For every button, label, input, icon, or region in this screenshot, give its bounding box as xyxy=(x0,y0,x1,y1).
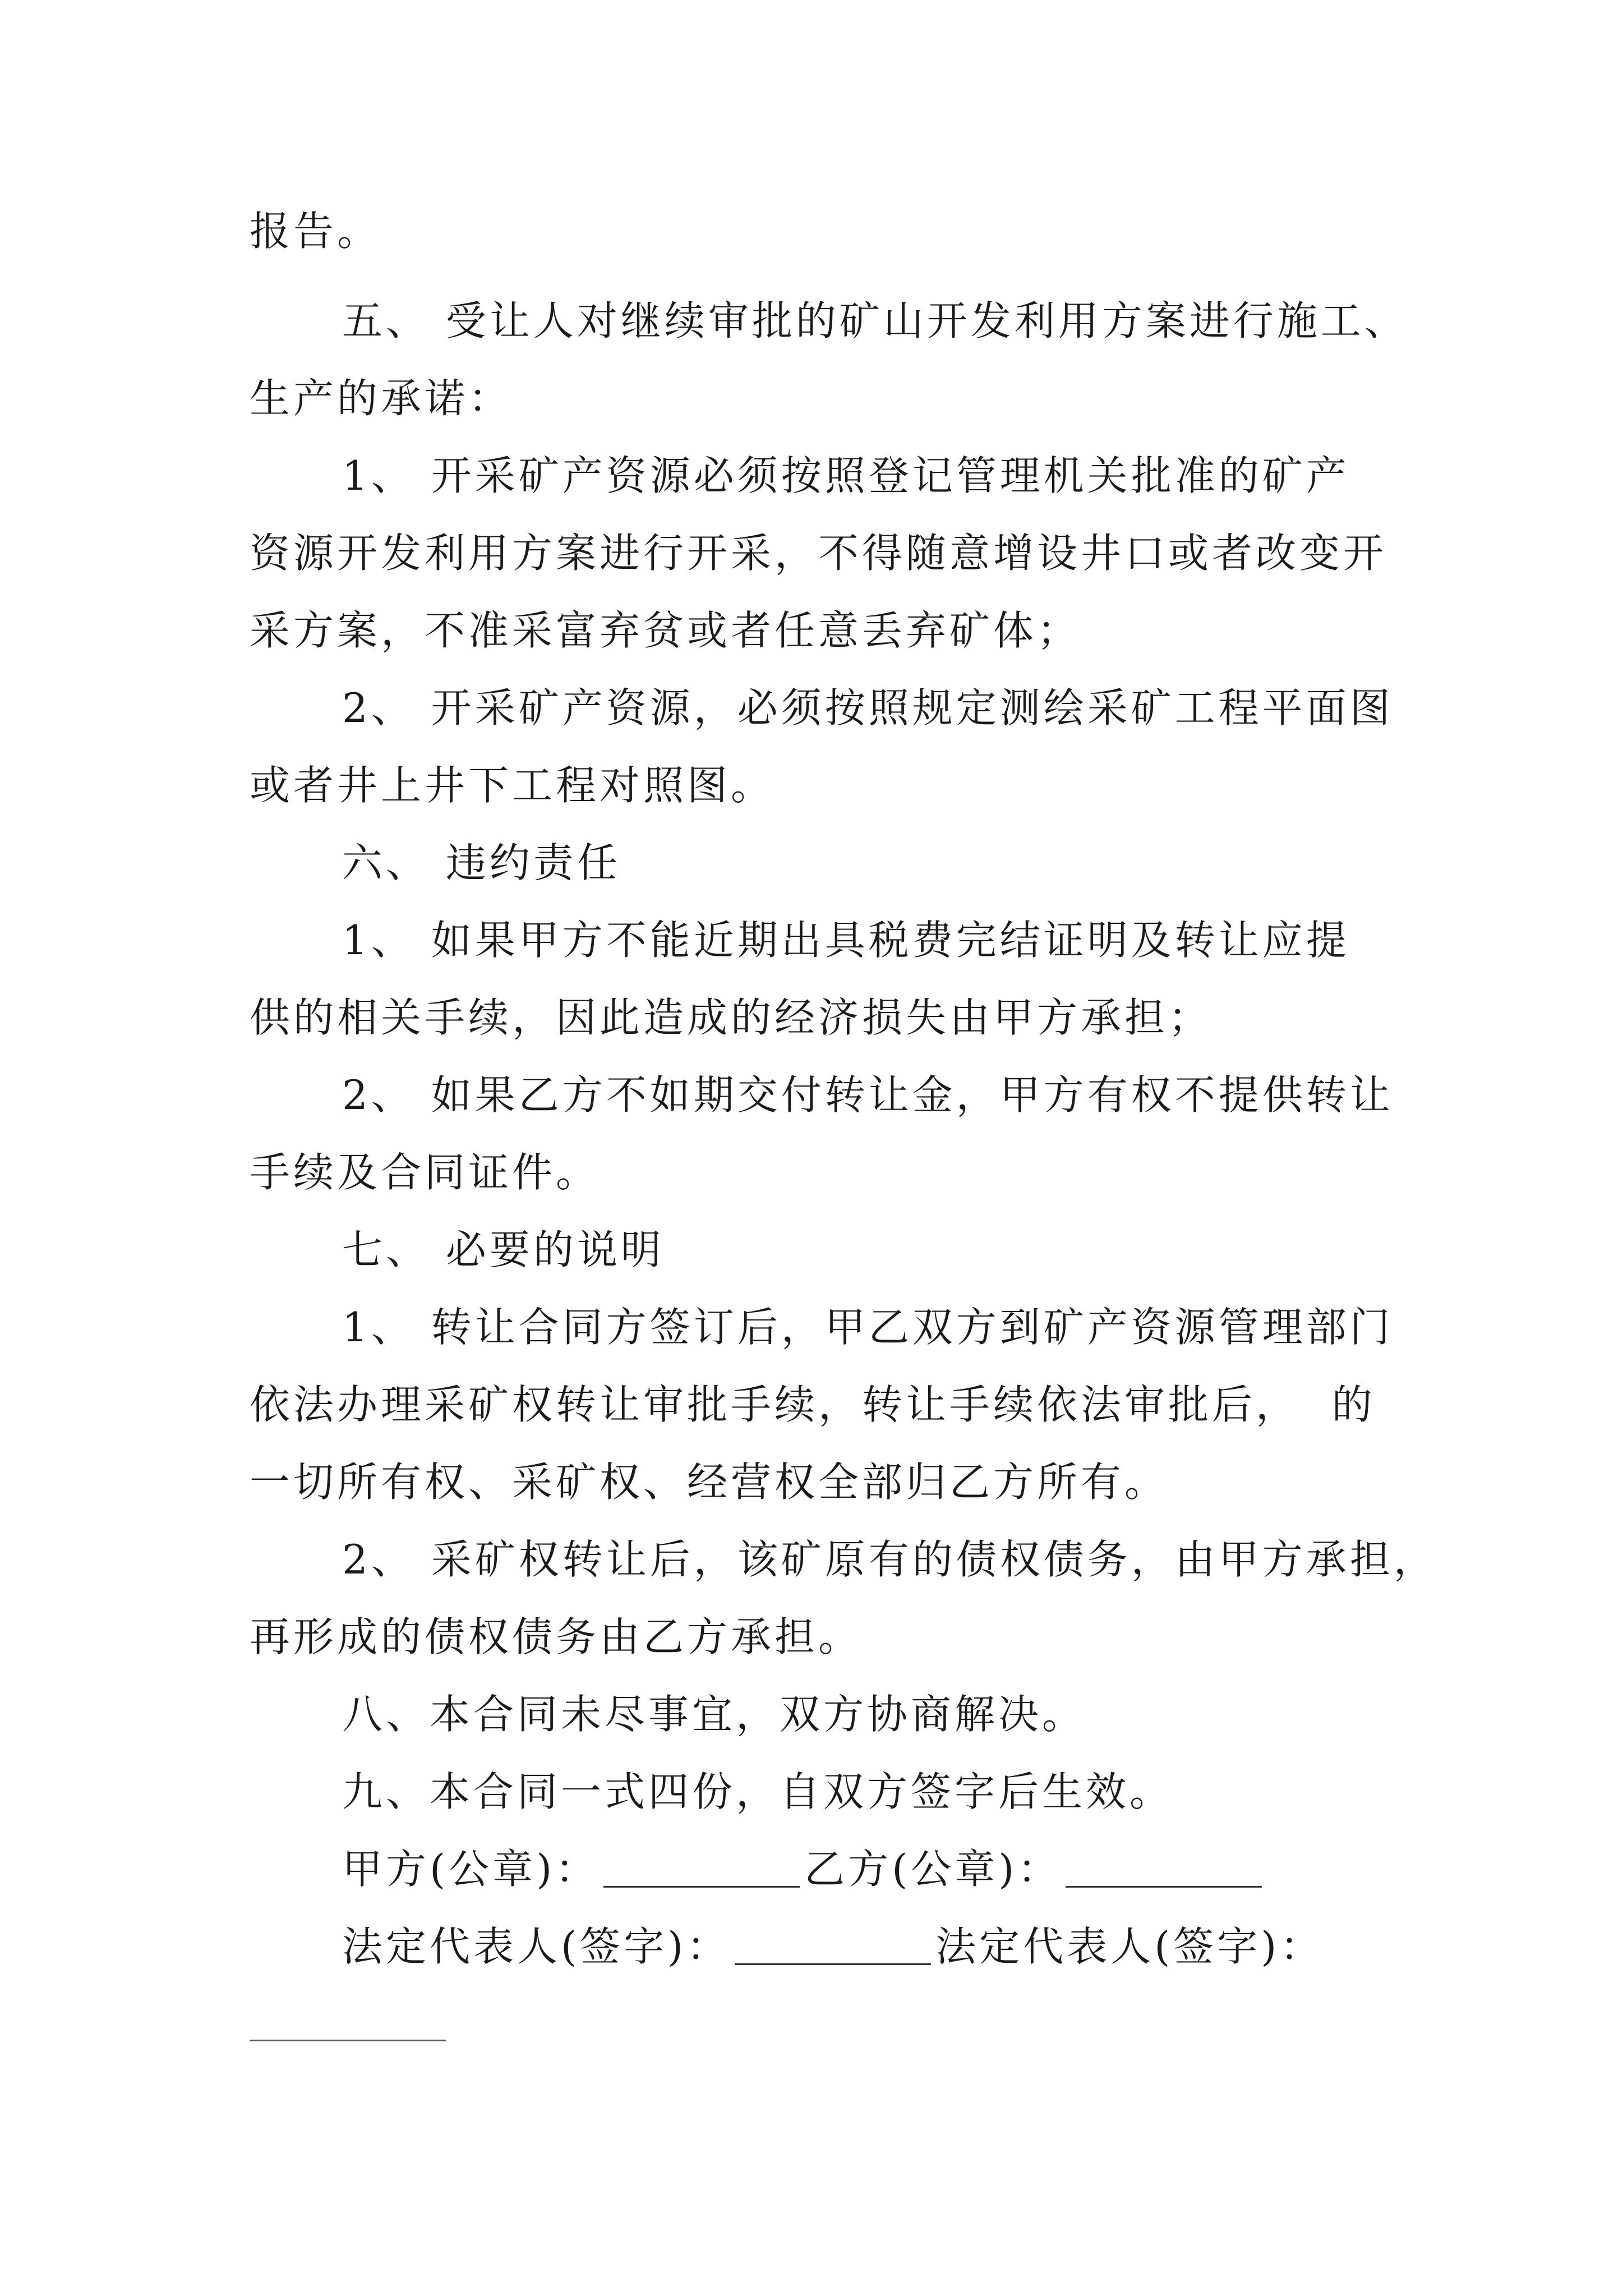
party-a-seal-label: 甲方(公章)： xyxy=(342,1846,600,1893)
text-line: 生产的承诺： xyxy=(250,375,513,422)
clause-item: 1、 开采矿产资源必须按照登记管理机关批准的矿产 xyxy=(342,452,1350,499)
clause-item: 2、 如果乙方不如期交付转让金，甲方有权不提供转让 xyxy=(342,1071,1394,1119)
text-line: 或者井上井下工程对照图。 xyxy=(250,762,775,809)
footnote-rule xyxy=(250,2040,446,2041)
signature-line-representative xyxy=(342,1918,1324,1975)
text-line: 资源开发利用方案进行开采，不得随意增设井口或者改变开 xyxy=(250,530,1387,577)
party-b-seal-blank xyxy=(1066,1847,1262,1888)
text-line: 再形成的债权债务由乙方承担。 xyxy=(250,1613,863,1660)
party-a-rep-blank xyxy=(735,1924,931,1965)
section-heading: 七、 必要的说明 xyxy=(342,1226,665,1273)
party-a-seal-blank xyxy=(603,1847,800,1888)
text-line: 手续及合同证件。 xyxy=(250,1149,600,1196)
section-heading: 五、 受让人对继续审批的矿山开发利用方案进行施工、 xyxy=(342,297,1408,344)
clause-item: 1、 如果甲方不能近期出具税费完结证明及转让应提 xyxy=(342,917,1350,964)
text-line: 供的相关手续，因此造成的经济损失由甲方承担； xyxy=(250,994,1212,1041)
section-heading: 八、本合同未尽事宜，双方协商解决。 xyxy=(342,1691,1086,1738)
clause-item: 1、 转让合同方签订后，甲乙双方到矿产资源管理部门 xyxy=(342,1304,1394,1351)
party-a-rep-label: 法定代表人(签字)： xyxy=(342,1923,731,1970)
signature-line-seal xyxy=(342,1841,1266,1897)
text-line: 报告。 xyxy=(250,208,381,255)
text-line: 采方案，不准采富弃贫或者任意丢弃矿体； xyxy=(250,607,1081,654)
section-heading: 六、 违约责任 xyxy=(342,839,621,886)
clause-item: 2、 开采矿产资源，必须按照规定测绘采矿工程平面图 xyxy=(342,684,1394,731)
party-b-rep-label: 法定代表人(签字)： xyxy=(935,1923,1324,1970)
party-b-seal-label: 乙方(公章)： xyxy=(804,1846,1062,1893)
clause-item: 2、 采矿权转让后，该矿原有的债权债务，由甲方承担， xyxy=(342,1536,1437,1583)
section-heading: 九、本合同一式四份，自双方签字后生效。 xyxy=(342,1768,1174,1815)
text-line: 一切所有权、采矿权、经营权全部归乙方所有。 xyxy=(250,1458,1169,1506)
text-line: 依法办理采矿权转让审批手续，转让手续依法审批后， 的 xyxy=(250,1381,1376,1428)
